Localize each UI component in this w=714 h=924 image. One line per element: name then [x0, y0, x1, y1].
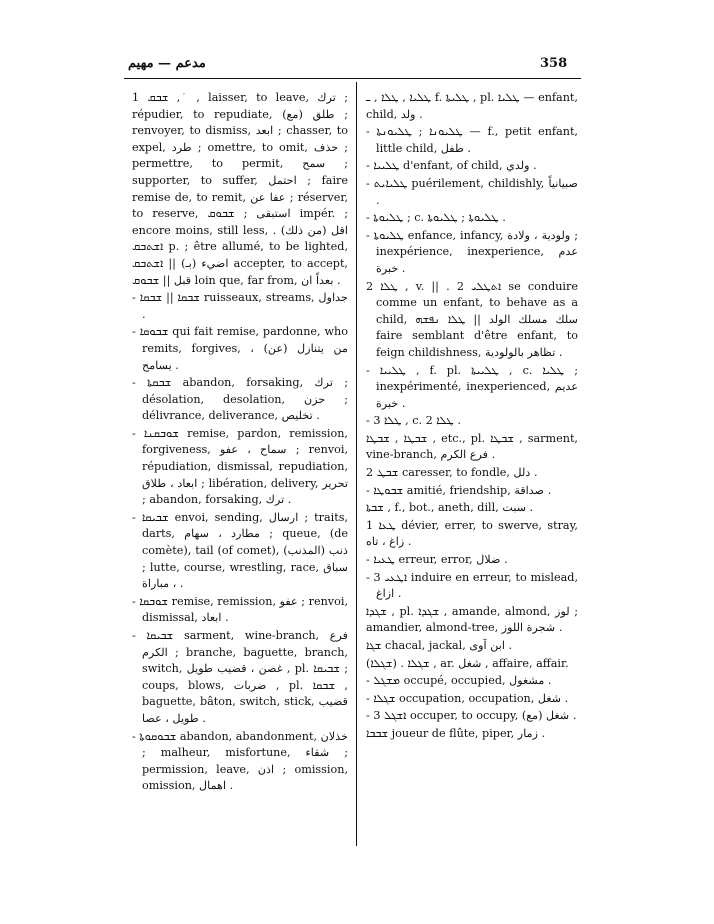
header-rule	[124, 78, 581, 79]
entry: 1 ܛܥܐ dévier, errer, to swerve, stray, زاغ ، تاه .	[366, 518, 578, 549]
entry: ܫܓܕܐ , pl. ܫܓܕܐ , amande, almond, لوز ; amandier, almond-tree, شجرة اللوز .	[366, 604, 579, 635]
entry: - ܫܒܝܩܐ envoi, sending, ارسال ; traits, darts, مطارد ، سهام ; queue, (de comète), tail (of comet), ذنب (المذنب) ; lutte, course, wrestling, race, سباق ، مباراة .	[132, 510, 349, 591]
entry: - ܡܫܓܠ occupé, occupied, مشغول .	[366, 674, 552, 688]
entry: - ܫܒܩܬܐ abandon, forsaking, ترك ; désolation, desolation, حزن ; délivrance, deliverance, تخليص .	[132, 376, 348, 423]
entry: ܫܓܐ chacal, jackal, ابن آوى .	[366, 639, 513, 652]
entry: 1 ܫܒܩ , ܿ , laisser, to leave, ترك ; répudier, to repudiate, طلق (مع) ; renvoyer, to dismiss, ابعد ; chasser, to expel, طرد ; omettre, to omit, حذف ; permettre, to permit, سمح ; supporter, to suffer, احتمل ; faire remise de, to remit, عفا عن ; réserver, to reserve, استبقى ; ܫܒܘܩ impér. ; encore moins, still less, اقل (من ذلك) . ܐܫܬܒܩ p. ; être allumé, to be lighted, اضيء (بـ) || ܐܫܬܒܩ accepter, to accept, قبل || ܫܒܘܩ loin que, far from, بعداً ان .	[132, 91, 349, 287]
entry: - ܫܒܝܩܐ sarment, wine-branch, فرع الكرم ; branche, baguette, branch, switch, غصن ، قضيب طويل , pl. ܫܒܝܩܐ ; coups, blows, ضربات , pl. ܫܒܩܐ , baguette, bâton, switch, stick, قضيب طويل ، عصا .	[132, 629, 348, 725]
entry: - ܫܒܘܛܐ amitié, friendship, صداقة .	[366, 483, 552, 497]
entry: - ܫܘܒܩܢܐ remise, pardon, remission, forgiveness, سماح ، عفو ; renvoi, répudiation, dismissal, repudiation, ابعاد ، طلاق ; libération, delivery, تحرير ; abandon, forsaking, ترك .	[132, 426, 349, 507]
entry: - ܛܠܝܐܝܬ puérilement, childishly, صبيانياً .	[366, 176, 578, 207]
column-divider	[356, 82, 357, 846]
entry: 2 ܫܒܛ caresser, to fondle, دلل .	[366, 466, 538, 480]
entry: - 3 ܐܫܓܠ occuper, to occupy, شغل (مع) .	[366, 709, 577, 723]
entry: - ܛܠܝܝܐ , f. pl. ܛܠܝܝܬܐ , c. ܛܠܝܐ ; inexpérimenté, inexperienced, عديم خبرة .	[366, 363, 579, 410]
entry: - 3 ܐܛܥܝ induire en erreur, to mislead, ازاغ .	[366, 570, 578, 601]
entry: ܫܒܬܐ , f., bot., aneth, dill, سبت .	[366, 501, 534, 515]
entry: ܫܒܛܐ , ܫܒܛܐ , etc., pl. ܫܒܛܐ , sarment, vine-branch, فرع الكرم .	[366, 431, 578, 462]
entry: 2 ܛܠܐ , v. || . 2 ܐܬܛܠܝ se conduire comme un enfant, to behave as a child, سلك مسلك الولد || ܛܠܐ ܢܦܫܗ faire semblant d'être enfant, to feign childishness, تظاهر بالولودية .	[366, 279, 579, 359]
page-number: 358	[540, 56, 568, 71]
entry: - 3 ܛܠܐ , c. 2 ܛܠܐ .	[366, 414, 461, 428]
entry: - ܫܘܒܩܐ remise, remission, عفو ; renvoi, dismissal, ابعاد .	[132, 594, 348, 625]
entry: - ܫܒܩܐ || ܫܒܩܐ ruisseaux, streams, جداول .	[132, 291, 348, 321]
running-head: مدعم — مهيم	[128, 56, 206, 71]
entry: - ܫܓܠܐ occupation, occupation, شغل .	[366, 691, 569, 705]
entry: - ܛܥܝܐ erreur, error, ضلال .	[366, 553, 508, 567]
entry: ܛܠܝܐ , ܛܠܐ , ـ f. ܛܠܝܬܐ , pl. ܛܠܝܐ — enfant, child, ولد .	[366, 91, 578, 121]
right-column	[366, 90, 578, 744]
left-column	[132, 90, 348, 796]
entry: ܫܒܒܐ joueur de flûte, piper, زمار .	[366, 726, 546, 740]
entry: - ܛܠܝܘܬܐ ; c. ܛܠܝܘܬܐ ; ܛܠܝܘܬܐ .	[366, 211, 506, 225]
entry: - ܛܠܝܘܬܐ enfance, infancy, ولودية ، ولادة ; inexpérience, inexperience, عدم خبرة .	[366, 228, 578, 275]
entry: - ܫܒܘܩܘܬܐ abandon, abandonment, خذلان ; malheur, misfortune, شقاء ; permission, leave, اذن ; omission, omission, اهمال .	[132, 729, 349, 793]
entry: - ܛܠܝܘܢܐ ; ܛܠܝܘܢܬܐ — f., petit enfant, little child, طفل .	[366, 125, 578, 155]
entry: (ܫܓܠܐ) . ܫܓܠܐ , ar. شغل , affaire, affair.	[366, 656, 569, 670]
entry: - ܫܒܘܩܐ qui fait remise, pardonne, who remits, forgives, من يتنازل (عن) ، يسامح .	[132, 325, 349, 372]
entry: - ܛܠܝܝܐ d'enfant, of child, ولدي .	[366, 159, 537, 173]
